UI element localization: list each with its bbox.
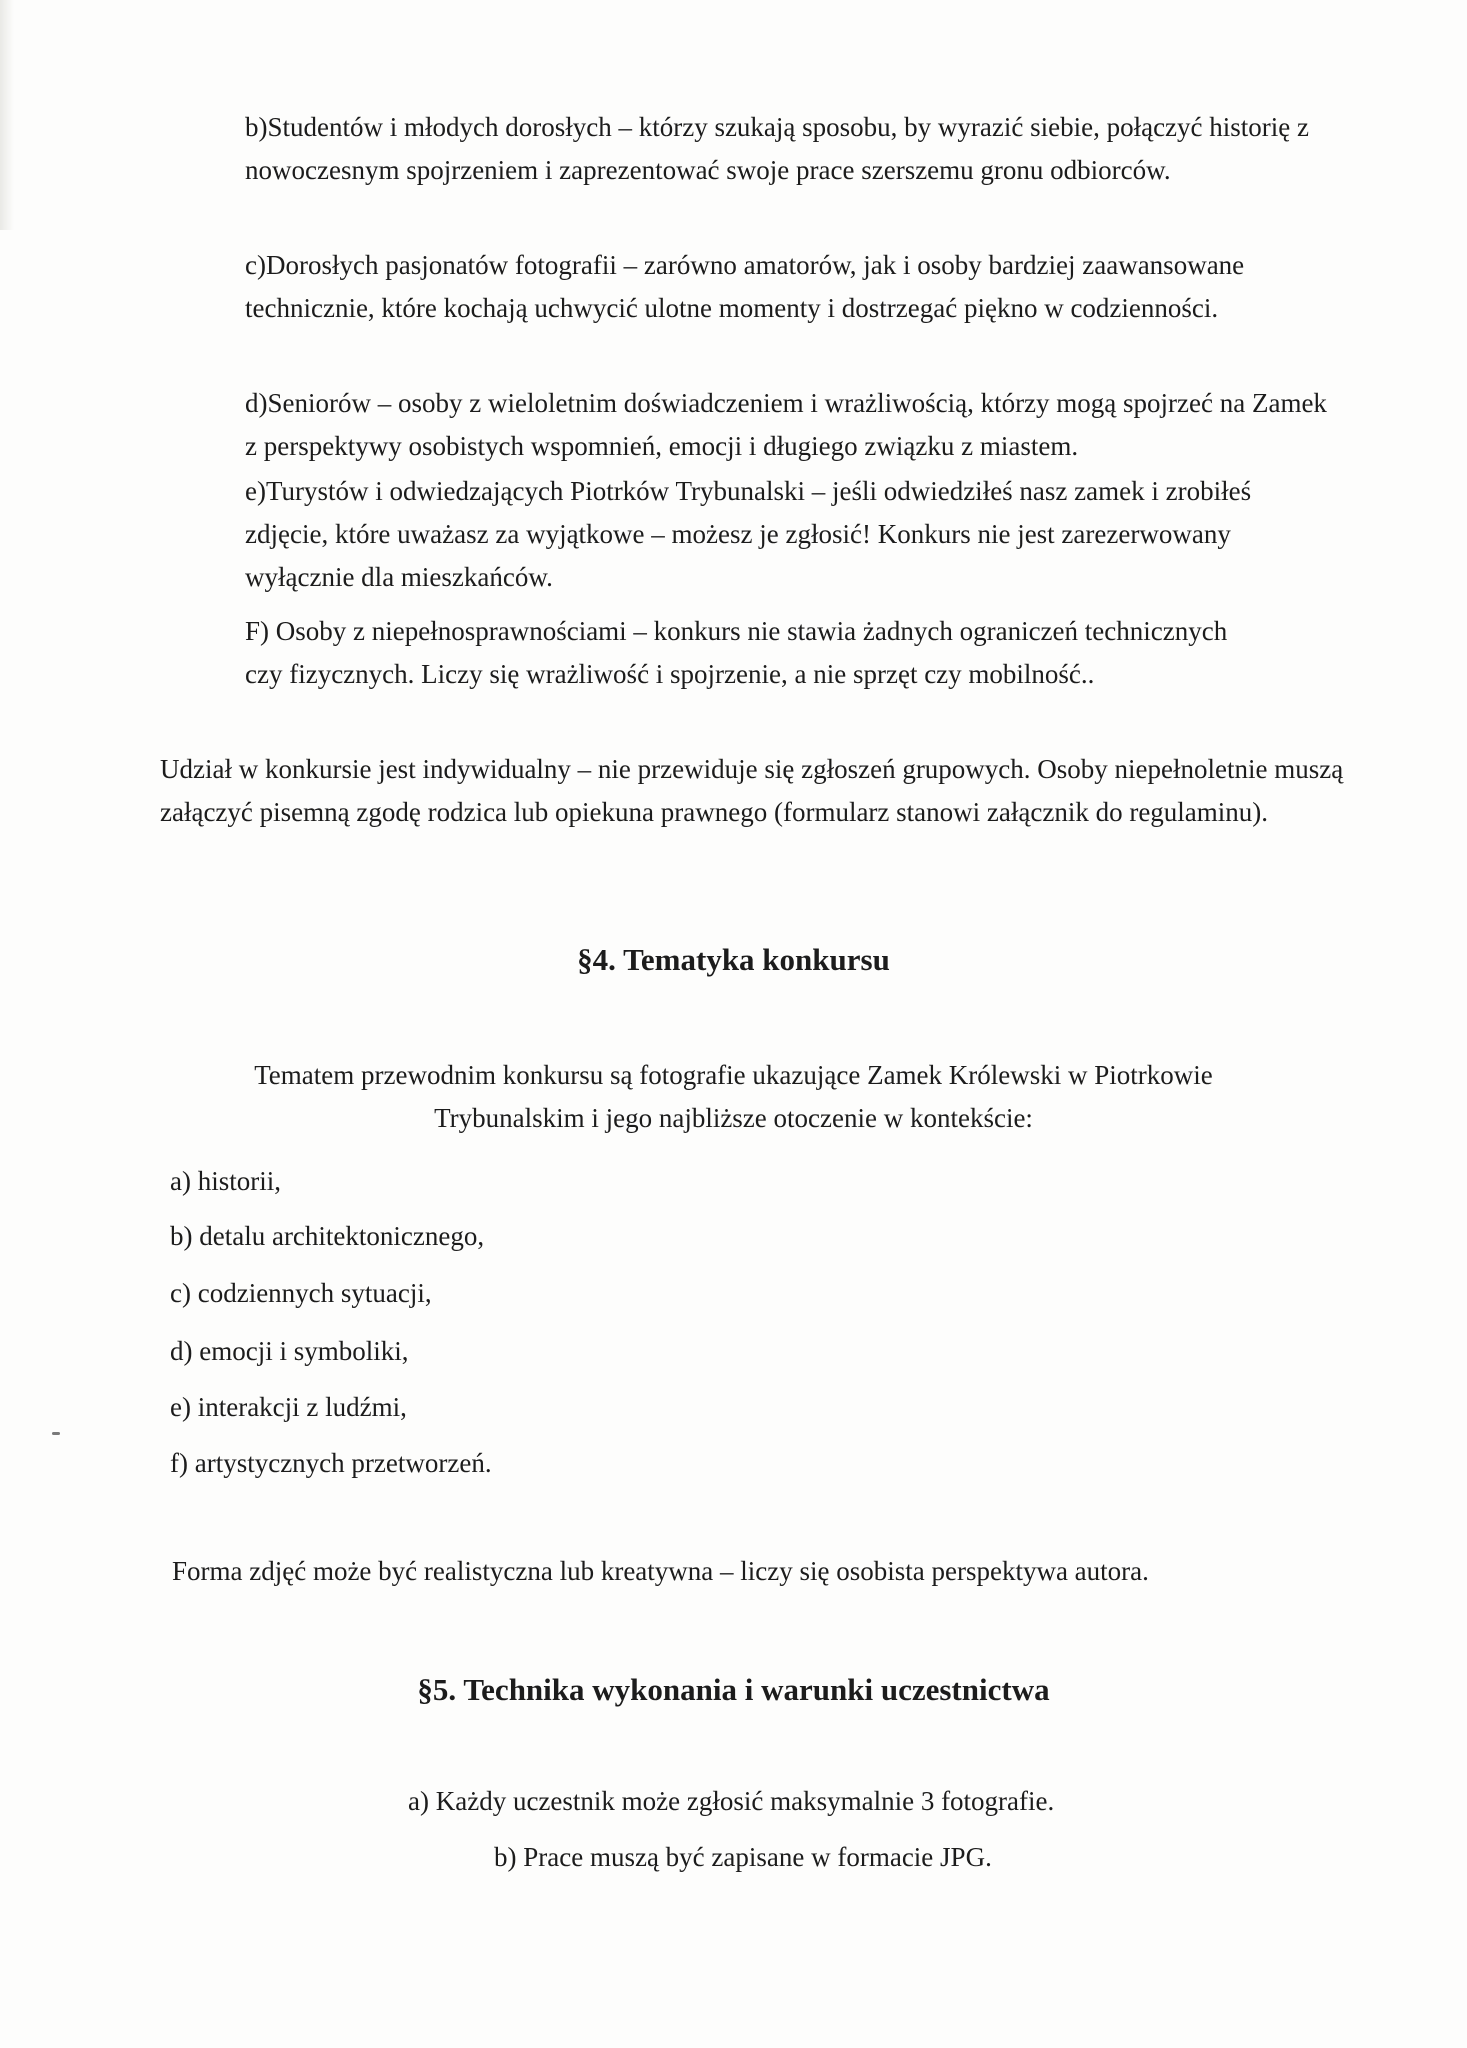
group-adults: c)Dorosłych pasjonatów fotografii – zarówno amatorów, jak i osoby bardziej zaawansowane technicznie, które kochają uchwycić ulotne momenty i dostrzegać piękno w codzienności. <box>245 250 1245 323</box>
group-students: b)Studentów i młodych dorosłych – którzy szukają sposobu, by wyrazić siebie, połączyć historię z nowoczesnym spojrzeniem i zaprezentować swoje prace szerszemu gronu odbiorców. <box>245 112 1309 185</box>
theme-item-architecture: b) detalu architektonicznego, <box>170 1221 485 1251</box>
scan-speck <box>52 1432 60 1435</box>
section4-intro-line2: Trybunalskim i jego najbliższe otoczenie w kontekście: <box>434 1103 1033 1133</box>
scan-edge-shadow <box>0 0 14 230</box>
section5-heading: §5. Technika wykonania i warunki uczestnictwa <box>417 1672 1050 1707</box>
theme-item-emotions: d) emocji i symboliki, <box>170 1336 409 1366</box>
participation-note: Udział w konkursie jest indywidualny – nie przewiduje się zgłoszeń grupowych. Osoby niepełnoletnie muszą załączyć pisemną zgodę rodzica lub opiekuna prawnego (formularz stanowi załącznik do regulaminu). <box>160 754 1344 827</box>
section4-closing: Forma zdjęć może być realistyczna lub kreatywna – liczy się osobista perspektywa autora. <box>172 1556 1149 1586</box>
theme-item-interactions: e) interakcji z ludźmi, <box>170 1392 407 1422</box>
section4-intro <box>0 1054 1467 1140</box>
theme-item-everyday: c) codziennych sytuacji, <box>170 1278 432 1308</box>
group-seniors: d)Seniorów – osoby z wieloletnim doświadczeniem i wrażliwością, którzy mogą spojrzeć na Zamek z perspektywy osobistych wspomnień, emocji i długiego związku z miastem. <box>245 388 1327 461</box>
rule-item-jpg-format: b) Prace muszą być zapisane w formacie JPG. <box>494 1842 992 1872</box>
theme-item-history: a) historii, <box>170 1166 281 1196</box>
rule-item-max-photos: a) Każdy uczestnik może zgłosić maksymalnie 3 fotografie. <box>408 1786 1055 1816</box>
theme-item-artistic: f) artystycznych przetworzeń. <box>170 1448 492 1478</box>
group-disabilities: F) Osoby z niepełnosprawnościami – konkurs nie stawia żadnych ograniczeń technicznych czy fizycznych. Liczy się wrażliwość i spojrzenie, a nie sprzęt czy mobilność.. <box>245 616 1228 689</box>
section4-intro-line1: Tematem przewodnim konkursu są fotografie ukazujące Zamek Królewski w Piotrkowie <box>254 1060 1213 1090</box>
section4-heading: §4. Tematyka konkursu <box>577 942 890 977</box>
group-tourists: e)Turystów i odwiedzających Piotrków Trybunalski – jeśli odwiedziłeś nasz zamek i zrobiłeś zdjęcie, które uważasz za wyjątkowe – możesz je zgłosić! Konkurs nie jest zarezerwowany wyłącznie dla mieszkańców. <box>245 476 1252 592</box>
